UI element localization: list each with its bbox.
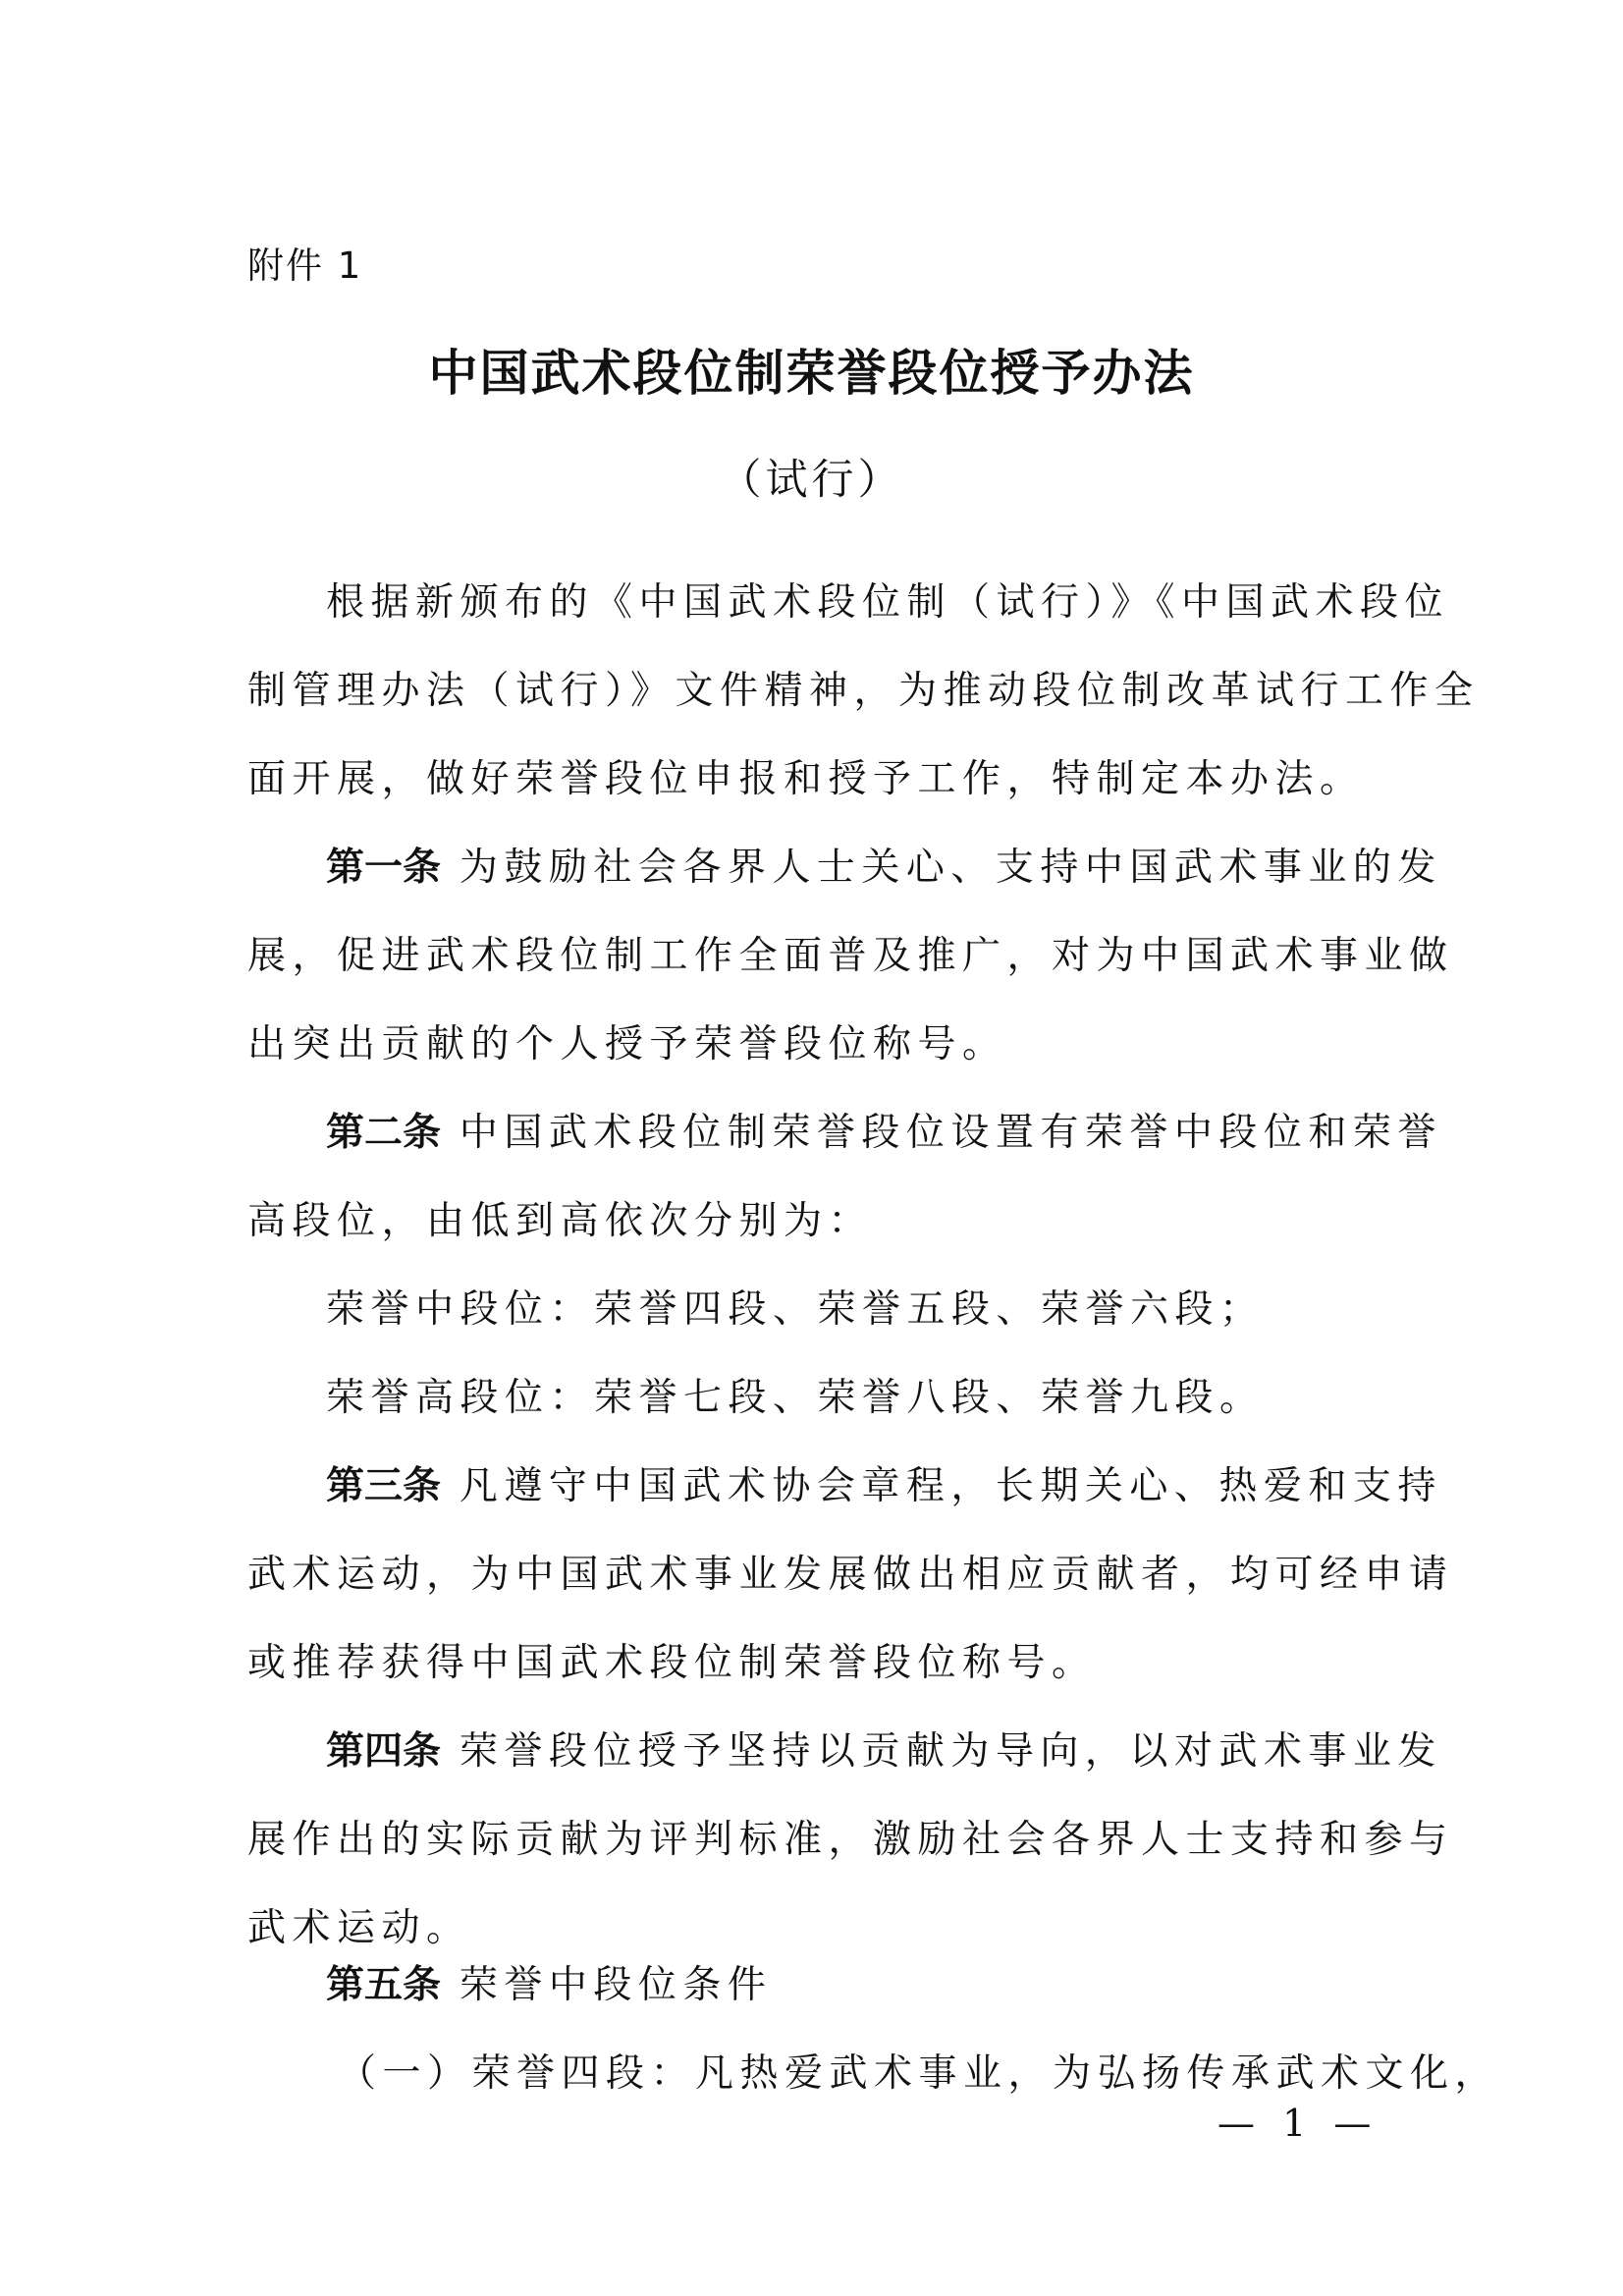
article-3-line-3: 或推荐获得中国武术段位制荣誉段位称号。 [247,1641,1097,1685]
intro-line-3: 面开展，做好荣誉段位申报和授予工作，特制定本办法。 [247,757,1365,801]
article-4-line-3: 武术运动。 [247,1906,471,1950]
article-1-line-3: 出突出贡献的个人授予荣誉段位称号。 [247,1022,1007,1066]
article-5-label: 第五条 [326,1963,442,2007]
intro-line-1: 根据新颁布的《中国武术段位制（试行）》《中国武术段位 [326,580,1450,625]
article-2-line-3: 荣誉中段位：荣誉四段、荣誉五段、荣誉六段； [326,1287,1265,1332]
article-4-label: 第四条 [326,1729,442,1774]
article-1-label: 第一条 [326,846,442,890]
article-4-text: 荣誉段位授予坚持以贡献为导向，以对武术事业发 [441,1729,1442,1774]
article-3-label: 第三条 [326,1464,442,1508]
attachment-label: 附件 1 [247,245,363,287]
article-5-text: 荣誉中段位条件 [441,1963,773,2007]
article-1-line-1 [326,843,1442,894]
document-subtitle: （试行） [719,456,904,505]
article-5-line-2: （一）荣誉四段：凡热爱武术事业，为弘扬传承武术文化， [338,2051,1500,2096]
document-title: 中国武术段位制荣誉段位授予办法 [428,344,1195,402]
article-4-line-2: 展作出的实际贡献为评判标准，激励社会各界人士支持和参与 [247,1818,1454,1862]
intro-line-2: 制管理办法（试行）》文件精神，为推动段位制改革试行工作全 [247,669,1480,713]
article-3-line-1 [326,1461,1442,1512]
article-2-text: 中国武术段位制荣誉段位设置有荣誉中段位和荣誉 [441,1111,1442,1155]
article-2-line-4: 荣誉高段位：荣誉七段、荣誉八段、荣誉九段。 [326,1376,1265,1420]
article-1-text: 为鼓励社会各界人士关心、支持中国武术事业的发 [441,846,1442,890]
article-2-label: 第二条 [326,1111,442,1155]
article-3-text: 凡遵守中国武术协会章程，长期关心、热爱和支持 [441,1464,1442,1508]
article-4-line-1 [326,1726,1442,1777]
article-3-line-2: 武术运动，为中国武术事业发展做出相应贡献者，均可经申请 [247,1553,1454,1597]
article-1-line-2: 展，促进武术段位制工作全面普及推广，对为中国武术事业做 [247,934,1454,978]
article-5-line-1 [326,1960,772,2011]
page-number: — 1 — [1217,2102,1380,2145]
article-2-line-2: 高段位，由低到高依次分别为： [247,1199,874,1243]
article-2-line-1 [326,1108,1442,1159]
